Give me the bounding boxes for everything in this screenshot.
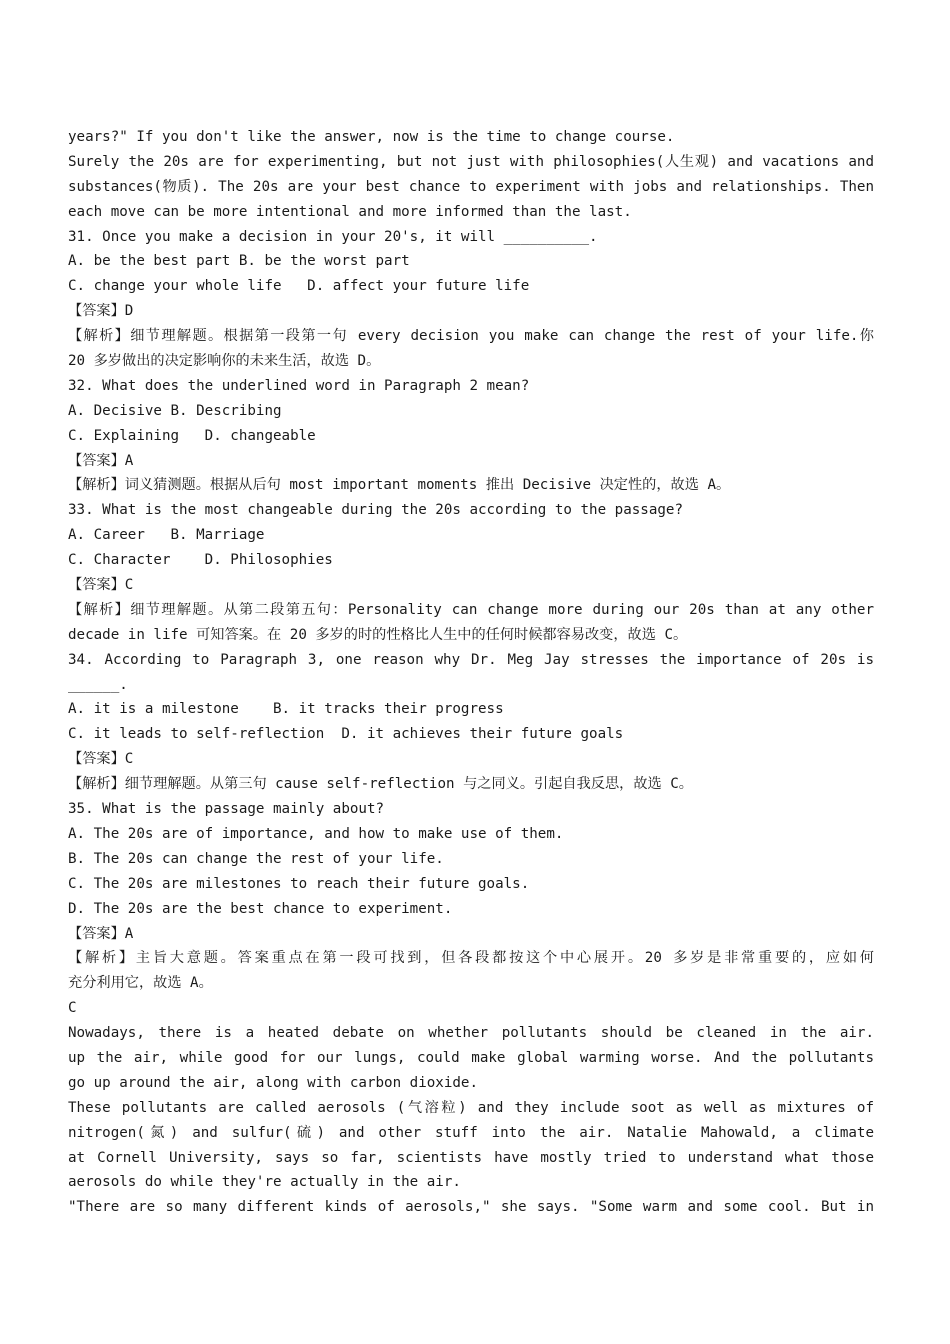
intro-line: each move can be more intentional and more informed than the last.	[68, 203, 632, 220]
question-34-options: C. it leads to self-reflection D. it achieves their future goals	[68, 726, 624, 743]
passage-c-line: go up around the air, along with carbon dioxide.	[68, 1074, 478, 1091]
question-34-stem: ______.	[68, 676, 128, 693]
question-35-explanation: 充分利用它，故选 A。	[68, 975, 213, 992]
question-34-answer: 【答案】C	[68, 751, 134, 768]
question-34-options: A. it is a milestone B. it tracks their progress	[68, 701, 504, 718]
question-35-option-b: B. The 20s can change the rest of your life.	[68, 850, 444, 867]
question-35-option-c: C. The 20s are milestones to reach their future goals.	[68, 875, 530, 892]
question-35-option-a: A. The 20s are of importance, and how to make use of them.	[68, 825, 564, 842]
intro-line: substances(物质). The 20s are your best chance to experiment with jobs and relationships. Then	[68, 178, 874, 195]
question-31-stem: 31. Once you make a decision in your 20's, it will __________.	[68, 228, 598, 245]
question-31-answer: 【答案】D	[68, 303, 134, 320]
passage-c-line: aerosols do while they're actually in the air.	[68, 1174, 461, 1191]
question-32-explanation: 【解析】词义猜测题。根据从后句 most important moments 推出 Decisive 决定性的，故选 A。	[68, 477, 731, 494]
question-31-explanation: 【解析】细节理解题。根据第一段第一句 every decision you make can change the rest of your life.你	[68, 328, 874, 345]
passage-c-line: nitrogen(氮) and sulfur(硫) and other stuff into the air. Natalie Mahowald, a climate	[68, 1124, 874, 1141]
question-35-explanation: 【解析】主旨大意题。答案重点在第一段可找到，但各段都按这个中心展开。20 多岁是非常重要的，应如何	[68, 950, 874, 967]
question-35-stem: 35. What is the passage mainly about?	[68, 801, 385, 818]
passage-c-line: These pollutants are called aerosols (气溶粒) and they include soot as well as mixtures of	[68, 1099, 874, 1116]
passage-c-line: Nowadays, there is a heated debate on whether pollutants should be cleaned in the air.	[68, 1025, 874, 1042]
question-33-options: A. Career B. Marriage	[68, 527, 265, 544]
question-33-options: C. Character D. Philosophies	[68, 552, 333, 569]
question-33-stem: 33. What is the most changeable during the 20s according to the passage?	[68, 502, 683, 519]
passage-c-line: up the air, while good for our lungs, could make global warming worse. And the pollutants	[68, 1049, 874, 1066]
passage-c-line: "There are so many different kinds of aerosols," she says. "Some warm and some cool. But in	[68, 1199, 874, 1216]
question-33-explanation: 【解析】细节理解题。从第二段第五句：Personality can change more during our 20s than at any other	[68, 601, 874, 618]
question-32-options: A. Decisive B. Describing	[68, 402, 282, 419]
intro-line: years?" If you don't like the answer, now is the time to change course.	[68, 129, 675, 145]
section-c-label: C	[68, 1000, 77, 1017]
question-33-explanation: decade in life 可知答案。在 20 多岁的时的性格比人生中的任何时候都容易改变，故选 C。	[68, 626, 688, 643]
question-34-explanation: 【解析】细节理解题。从第三句 cause self-reflection 与之同义。引起自我反思，故选 C。	[68, 776, 693, 793]
question-32-options: C. Explaining D. changeable	[68, 427, 316, 444]
question-35-answer: 【答案】A	[68, 925, 134, 942]
question-31-options: C. change your whole life D. affect your future life	[68, 278, 530, 295]
question-35-option-d: D. The 20s are the best chance to experiment.	[68, 900, 453, 917]
passage-c-line: at Cornell University, says so far, scientists have mostly tried to understand what those	[68, 1149, 874, 1166]
question-32-answer: 【答案】A	[68, 452, 134, 469]
question-32-stem: 32. What does the underlined word in Paragraph 2 mean?	[68, 377, 530, 394]
question-34-stem: 34. According to Paragraph 3, one reason why Dr. Meg Jay stresses the importance of 20s is	[68, 651, 874, 668]
intro-line: Surely the 20s are for experimenting, but not just with philosophies(人生观) and vacations and	[68, 153, 874, 170]
document-page	[68, 125, 874, 1220]
question-31-options: A. be the best part B. be the worst part	[68, 253, 410, 270]
question-31-explanation: 20 多岁做出的决定影响你的未来生活，故选 D。	[68, 353, 381, 370]
question-33-answer: 【答案】C	[68, 577, 134, 594]
